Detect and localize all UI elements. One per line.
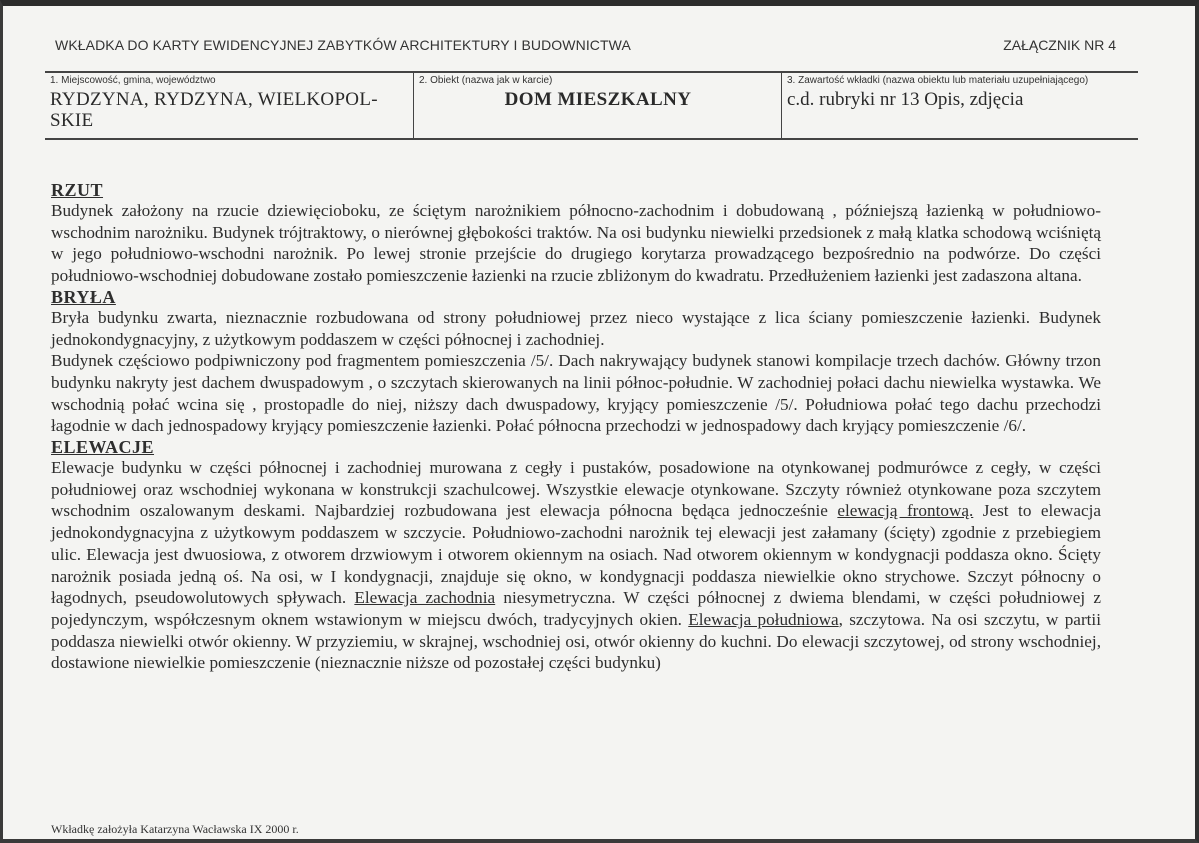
elewacja-poludniowa-term: Elewacja południowa bbox=[688, 609, 839, 629]
elewacja-frontowa-term: elewacją frontową. bbox=[837, 501, 974, 521]
contents-label: 3. Zawartość wkładki (nazwa obiektu lub materiału uzupełniającego) bbox=[787, 75, 1089, 86]
description-body bbox=[51, 180, 1101, 674]
metadata-table bbox=[45, 71, 1138, 140]
elewacje-text-1: Elewacje budynku w części północnej i zachodniej murowana z cegły i pustaków, posadowione na otynkowanej podmurówce z cegły, w części południowej oraz wschodniej wykonana w konstrukcji szachulcowej. Wszystkie elewacje otynkowane. Szczyty również otynkowane poza szczytem wschodnim oszalowanym deskami. Najbardziej rozbudowana jest elewacja północna będąca jednocześnie bbox=[51, 458, 1101, 521]
paragraph-rzut: Budynek założony na rzucie dziewięcioboku, ze ściętym narożnikiem północno-zachodnim i dobudowaną , późniejszą łazienką w południowo-wschodnim narożniku. Budynek trójtraktowy, o nierównej głębokości traktów. Na osi budynku niewielki przedsionek z małą klatka schodową wciśniętą w jego południowo-wschodni narożnik. Po lewej stronie przejście do drugiego korytarza prowadzącego bezpośrednio na podwórze. Do części południowo-wschodniej dobudowane zostało pomieszczenie łazienki na rzucie zbliżonym do kwadratu. Przedłużeniem łazienki jest zadaszona altana. bbox=[51, 201, 1101, 286]
contents-cell bbox=[781, 73, 1138, 138]
section-title-bryla: BRYŁA bbox=[51, 286, 116, 307]
contents-value: c.d. rubryki nr 13 Opis, zdjęcia bbox=[787, 89, 1024, 110]
author-note: Wkładkę założyła Katarzyna Wacławska IX 2000 r. bbox=[51, 822, 299, 836]
section-title-elewacje: ELEWACJE bbox=[51, 437, 155, 458]
elewacje-text-3: niesymetryczna. W części północnej z dwiema blendami, w części południowej z pojedynczym, współczesnym oknem wstawionym w miejscu dwóch, tradycyjnych okien. bbox=[51, 588, 1101, 629]
paragraph-bryla-2: Budynek częściowo podpiwniczony pod fragmentem pomieszczenia /5/. Dach nakrywający budynek stanowi kompilacje trzech dachów. Główny trzon budynku nakryty jest dachem dwuspadowym , o szczytach skierowanych na linii północ-południe. W zachodniej połaci dachu niewielka wystawka. We wschodnią połać wcina się , prostopadle do niej, niższy dach dwuspadowy, kryjący pomieszczenie /5/. Południowa połać tego dachu przechodzi łagodnie w dach jednospadowy kryjący pomieszczenie łazienki. Połać północna przechodzi w jednospadowy dach kryjący pomieszczenie /6/. bbox=[51, 351, 1101, 436]
annex-number: ZAŁĄCZNIK NR 4 bbox=[1003, 37, 1116, 53]
location-cell bbox=[45, 73, 413, 138]
elewacja-zachodnia-term: Elewacja zachodnia bbox=[354, 588, 496, 608]
document-title: WKŁADKA DO KARTY EWIDENCYJNEJ ZABYTKÓW ARCHITEKTURY I BUDOWNICTWA bbox=[55, 37, 631, 53]
paragraph-bryla-1: Bryła budynku zwarta, nieznacznie rozbudowana od strony południowej przez nieco wystające z lica ściany pomieszczenie łazienki. Budynek jednokondygnacyjny, z użytkowym poddaszem w części północnej i zachodniej. bbox=[51, 307, 1101, 349]
paragraph-elewacje bbox=[51, 457, 1101, 674]
location-value: RYDZYNA, RYDZYNA, WIELKOPOL-SKIE bbox=[50, 89, 378, 131]
object-value: DOM MIESZKALNY bbox=[504, 89, 692, 110]
elewacje-text-4: , szczytowa. Na osi szczytu, w partii poddasza niewielki otwór okienny. W przyziemiu, w skrajnej, wschodniej osi, otwór okienny do kuchni. Do elewacji szczytowej, od strony wschodniej, dostawione niewielkie pomieszczenie (nieznacznie niższe od pozostałej części budynku) bbox=[51, 609, 1101, 673]
object-cell bbox=[413, 73, 781, 138]
elewacje-text-2: Jest to elewacja jednokondygnacyjna z użytkowym poddaszem w szczycie. Południowo-zachodni narożnik tej elewacji jest załamany (ścięty) zgodnie z przebiegiem ulic. Elewacja jest dwuosiowa, z otworem drzwiowym i otworem okiennym na osiach. Nad otworem okiennym w kondygnacji poddasza okno. Ścięty narożnik posiada jedną oś. Na osi, w I kondygnacji, znajduje się okno, w kondygnacji poddasza niewielkie okno strychowe. Szczyt północny o łagodnych, pseudowolutowych spływach. bbox=[51, 501, 1102, 608]
object-label: 2. Obiekt (nazwa jak w karcie) bbox=[419, 75, 553, 86]
location-label: 1. Miejscowość, gmina, województwo bbox=[50, 75, 216, 86]
section-title-rzut: RZUT bbox=[51, 180, 104, 200]
